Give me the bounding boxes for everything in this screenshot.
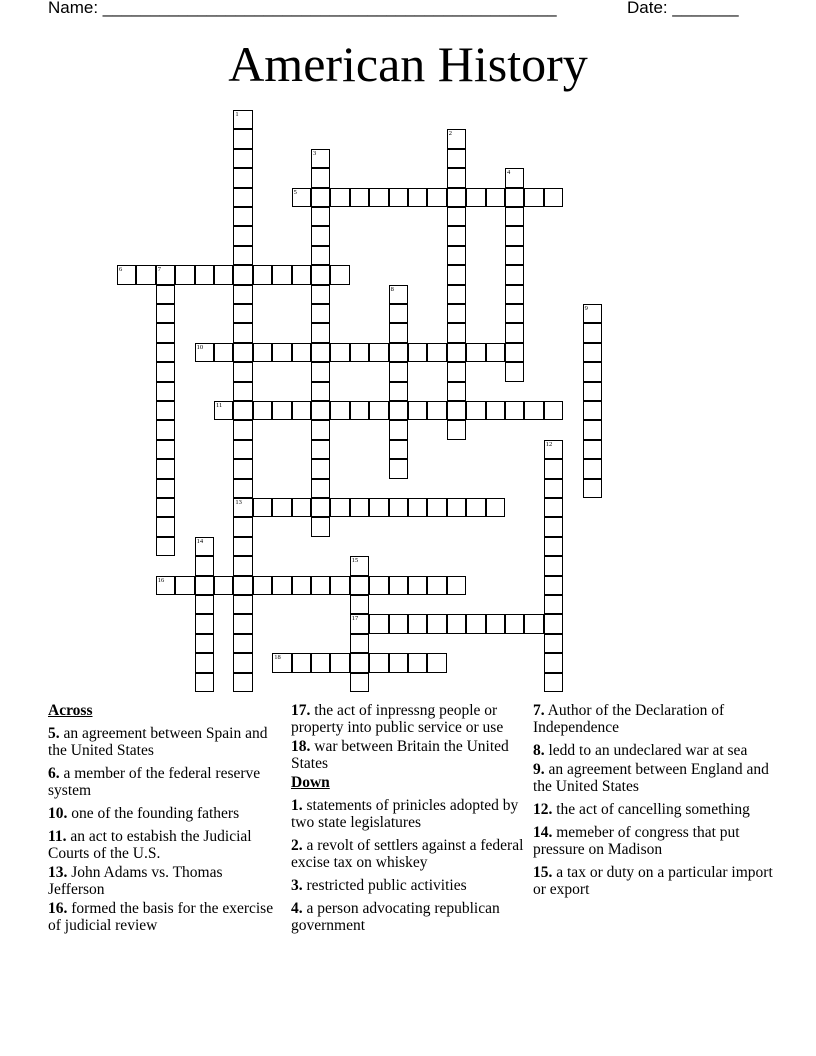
grid-cell[interactable] [369, 188, 388, 207]
grid-cell[interactable] [524, 614, 543, 633]
grid-cell[interactable] [311, 188, 330, 207]
grid-cell[interactable] [505, 614, 524, 633]
grid-cell[interactable] [156, 323, 175, 342]
grid-cell[interactable] [544, 498, 563, 517]
grid-cell[interactable] [156, 576, 175, 595]
grid-cell[interactable] [389, 440, 408, 459]
grid-cell[interactable] [214, 576, 233, 595]
grid-cell[interactable] [156, 498, 175, 517]
clue-down-2: 2. a revolt of settlers against a federal excise tax on whiskey [291, 837, 524, 871]
grid-cell[interactable] [505, 343, 524, 362]
grid-cell[interactable] [447, 285, 466, 304]
grid-cell[interactable] [311, 323, 330, 342]
grid-cell[interactable] [427, 401, 446, 420]
grid-cell[interactable] [524, 401, 543, 420]
grid-cell[interactable] [233, 207, 252, 226]
grid-cell[interactable] [505, 207, 524, 226]
grid-cell[interactable] [389, 576, 408, 595]
grid-cell[interactable] [233, 362, 252, 381]
grid-cell[interactable] [253, 576, 272, 595]
clue-number: 9 [584, 305, 588, 312]
grid-cell[interactable] [156, 382, 175, 401]
grid-cell[interactable] [233, 537, 252, 556]
grid-cell[interactable] [389, 362, 408, 381]
grid-cell[interactable] [583, 343, 602, 362]
grid-cell[interactable] [156, 459, 175, 478]
grid-cell[interactable] [233, 285, 252, 304]
grid-cell[interactable] [544, 556, 563, 575]
grid-cell[interactable] [544, 595, 563, 614]
grid-cell[interactable] [505, 362, 524, 381]
grid-cell[interactable] [292, 576, 311, 595]
grid-cell[interactable] [389, 343, 408, 362]
grid-cell[interactable] [350, 614, 369, 633]
clue-number: 14 [196, 537, 204, 545]
grid-cell[interactable] [544, 614, 563, 633]
grid-cell[interactable] [117, 265, 136, 284]
grid-cell[interactable] [583, 362, 602, 381]
grid-cell[interactable] [156, 479, 175, 498]
grid-cell[interactable] [195, 653, 214, 672]
clue-number: 3 [313, 149, 317, 157]
grid-cell[interactable] [583, 304, 602, 323]
grid-cell[interactable] [233, 614, 252, 633]
grid-cell[interactable] [272, 401, 291, 420]
clue-down-4: 4. a person advocating republican government [291, 900, 500, 934]
clue-number: 17 [351, 615, 359, 623]
grid-cell[interactable] [544, 576, 563, 595]
grid-cell[interactable] [427, 188, 446, 207]
grid-cell[interactable] [330, 401, 349, 420]
clue-down-9: 9. an agreement between England and the United States [533, 761, 769, 795]
grid-cell[interactable] [330, 188, 349, 207]
grid-cell[interactable] [427, 576, 446, 595]
clue-across-11: 11. an act to estabish the Judicial Courts of the U.S. [48, 828, 252, 862]
clue-number: 10 [196, 343, 204, 351]
clue-number: 16 [157, 576, 165, 584]
grid-cell[interactable] [369, 576, 388, 595]
grid-cell[interactable] [233, 382, 252, 401]
grid-cell[interactable] [233, 440, 252, 459]
grid-cell[interactable] [583, 459, 602, 478]
grid-cell[interactable] [175, 576, 194, 595]
grid-cell[interactable] [389, 401, 408, 420]
grid-cell[interactable] [447, 498, 466, 517]
grid-cell[interactable] [544, 634, 563, 653]
grid-cell[interactable] [156, 420, 175, 439]
grid-cell[interactable] [136, 265, 155, 284]
grid-cell[interactable] [233, 304, 252, 323]
grid-cell[interactable] [544, 401, 563, 420]
grid-cell[interactable] [292, 401, 311, 420]
grid-cell[interactable] [544, 440, 563, 459]
grid-cell[interactable] [389, 285, 408, 304]
grid-cell[interactable] [466, 401, 485, 420]
grid-cell[interactable] [311, 498, 330, 517]
grid-cell[interactable] [311, 149, 330, 168]
grid-cell[interactable] [408, 576, 427, 595]
grid-cell[interactable] [408, 614, 427, 633]
grid-cell[interactable] [505, 168, 524, 187]
grid-cell[interactable] [233, 498, 252, 517]
grid-cell[interactable] [330, 653, 349, 672]
grid-cell[interactable] [350, 634, 369, 653]
grid-cell[interactable] [486, 343, 505, 362]
grid-cell[interactable] [389, 614, 408, 633]
grid-cell[interactable] [233, 343, 252, 362]
clue-number: 11 [216, 402, 223, 409]
grid-cell[interactable] [447, 420, 466, 439]
grid-cell[interactable] [447, 362, 466, 381]
grid-cell[interactable] [311, 653, 330, 672]
date-field-label[interactable]: Date: _______ [627, 0, 739, 17]
grid-cell[interactable] [369, 498, 388, 517]
grid-cell[interactable] [214, 343, 233, 362]
clue-number: 13 [235, 499, 242, 506]
grid-cell[interactable] [233, 188, 252, 207]
grid-cell[interactable] [233, 323, 252, 342]
grid-cell[interactable] [233, 420, 252, 439]
clue-across-5: 5. an agreement between Spain and the United States [48, 725, 268, 759]
grid-cell[interactable] [195, 537, 214, 556]
grid-cell[interactable] [272, 576, 291, 595]
grid-cell[interactable] [583, 440, 602, 459]
grid-cell[interactable] [330, 343, 349, 362]
grid-cell[interactable] [311, 362, 330, 381]
grid-cell[interactable] [253, 498, 272, 517]
clue-down-15: 15. a tax or duty on a particular import or export [533, 864, 773, 898]
grid-cell[interactable] [389, 653, 408, 672]
grid-cell[interactable] [505, 304, 524, 323]
grid-cell[interactable] [447, 246, 466, 265]
grid-cell[interactable] [233, 149, 252, 168]
grid-cell[interactable] [253, 401, 272, 420]
grid-cell[interactable] [350, 576, 369, 595]
grid-cell[interactable] [466, 188, 485, 207]
grid-cell[interactable] [447, 265, 466, 284]
grid-cell[interactable] [486, 614, 505, 633]
grid-cell[interactable] [427, 343, 446, 362]
grid-cell[interactable] [311, 226, 330, 245]
grid-cell[interactable] [233, 673, 252, 692]
grid-cell[interactable] [544, 537, 563, 556]
grid-cell[interactable] [350, 556, 369, 575]
grid-cell[interactable] [544, 653, 563, 672]
grid-cell[interactable] [486, 401, 505, 420]
grid-cell[interactable] [233, 168, 252, 187]
grid-cell[interactable] [214, 401, 233, 420]
grid-cell[interactable] [505, 401, 524, 420]
grid-cell[interactable] [447, 207, 466, 226]
grid-cell[interactable] [156, 285, 175, 304]
grid-cell[interactable] [233, 110, 252, 129]
grid-cell[interactable] [233, 459, 252, 478]
grid-cell[interactable] [175, 265, 194, 284]
name-field-label[interactable]: Name: ________________________________________________ [48, 0, 557, 17]
grid-cell[interactable] [195, 634, 214, 653]
grid-cell[interactable] [408, 498, 427, 517]
grid-cell[interactable] [292, 498, 311, 517]
grid-cell[interactable] [350, 401, 369, 420]
clue-down-3: 3. restricted public activities [291, 877, 467, 894]
grid-cell[interactable] [156, 440, 175, 459]
grid-cell[interactable] [195, 614, 214, 633]
grid-cell[interactable] [583, 420, 602, 439]
grid-cell[interactable] [505, 285, 524, 304]
grid-cell[interactable] [583, 401, 602, 420]
clue-number: 2 [448, 130, 453, 138]
grid-cell[interactable] [330, 576, 349, 595]
clue-number: 4 [507, 169, 511, 177]
grid-cell[interactable] [427, 614, 446, 633]
grid-cell[interactable] [330, 265, 349, 284]
grid-cell[interactable] [311, 459, 330, 478]
grid-cell[interactable] [408, 401, 427, 420]
grid-cell[interactable] [311, 420, 330, 439]
grid-cell[interactable] [505, 226, 524, 245]
clue-number: 12 [545, 440, 553, 448]
clue-column-2 [291, 702, 527, 940]
grid-cell[interactable] [486, 498, 505, 517]
grid-cell[interactable] [544, 673, 563, 692]
grid-cell[interactable] [292, 188, 311, 207]
grid-cell[interactable] [447, 576, 466, 595]
clue-column-3 [533, 702, 773, 904]
grid-cell[interactable] [156, 343, 175, 362]
grid-cell[interactable] [447, 304, 466, 323]
grid-cell[interactable] [583, 323, 602, 342]
clue-across-6: 6. a member of the federal reserve system [48, 765, 261, 799]
clue-down-7: 7. Author of the Declaration of Independence [533, 702, 725, 736]
grid-cell[interactable] [408, 188, 427, 207]
grid-cell[interactable] [447, 614, 466, 633]
grid-cell[interactable] [195, 673, 214, 692]
grid-cell[interactable] [195, 576, 214, 595]
grid-cell[interactable] [505, 265, 524, 284]
grid-cell[interactable] [233, 226, 252, 245]
grid-cell[interactable] [447, 323, 466, 342]
grid-cell[interactable] [311, 265, 330, 284]
grid-cell[interactable] [311, 168, 330, 187]
grid-cell[interactable] [253, 343, 272, 362]
grid-cell[interactable] [466, 498, 485, 517]
grid-cell[interactable] [389, 304, 408, 323]
grid-cell[interactable] [233, 265, 252, 284]
grid-cell[interactable] [233, 634, 252, 653]
clue-number: 15 [351, 557, 359, 565]
grid-cell[interactable] [330, 498, 349, 517]
clue-across-10: 10. one of the founding fathers [48, 805, 240, 822]
grid-cell[interactable] [447, 343, 466, 362]
grid-cell[interactable] [195, 595, 214, 614]
grid-cell[interactable] [311, 517, 330, 536]
grid-cell[interactable] [427, 498, 446, 517]
clue-across-18: 18. war between Britain the United States [291, 738, 509, 772]
grid-cell[interactable] [369, 343, 388, 362]
grid-cell[interactable] [311, 246, 330, 265]
clue-across-13: 13. John Adams vs. Thomas Jefferson [48, 864, 223, 898]
grid-cell[interactable] [233, 517, 252, 536]
grid-cell[interactable] [311, 343, 330, 362]
grid-cell[interactable] [369, 401, 388, 420]
clue-column-1 [48, 702, 276, 940]
clue-down-12: 12. the act of cancelling something [533, 801, 750, 818]
grid-cell[interactable] [272, 653, 291, 672]
grid-cell[interactable] [311, 576, 330, 595]
grid-cell[interactable] [408, 653, 427, 672]
grid-cell[interactable] [156, 265, 175, 284]
grid-cell[interactable] [447, 149, 466, 168]
grid-cell[interactable] [292, 343, 311, 362]
grid-cell[interactable] [233, 246, 252, 265]
grid-cell[interactable] [427, 653, 446, 672]
grid-cell[interactable] [233, 129, 252, 148]
grid-cell[interactable] [544, 459, 563, 478]
grid-cell[interactable] [350, 673, 369, 692]
clue-number: 1 [235, 111, 239, 118]
grid-cell[interactable] [156, 304, 175, 323]
grid-cell[interactable] [447, 226, 466, 245]
grid-cell[interactable] [156, 362, 175, 381]
down-heading: Down [291, 774, 330, 791]
across-heading: Across [48, 702, 93, 719]
grid-cell[interactable] [156, 401, 175, 420]
grid-cell[interactable] [583, 479, 602, 498]
grid-cell[interactable] [272, 498, 291, 517]
grid-cell[interactable] [505, 323, 524, 342]
grid-cell[interactable] [389, 323, 408, 342]
page-title: American History [228, 36, 588, 92]
grid-cell[interactable] [524, 188, 543, 207]
grid-cell[interactable] [233, 401, 252, 420]
grid-cell[interactable] [253, 265, 272, 284]
grid-cell[interactable] [544, 188, 563, 207]
grid-cell[interactable] [447, 188, 466, 207]
grid-cell[interactable] [447, 129, 466, 148]
clue-down-14: 14. memeber of congress that put pressure on Madison [533, 824, 740, 858]
grid-cell[interactable] [505, 188, 524, 207]
grid-cell[interactable] [292, 653, 311, 672]
grid-cell[interactable] [233, 576, 252, 595]
grid-cell[interactable] [389, 420, 408, 439]
grid-cell[interactable] [233, 479, 252, 498]
clue-number: 5 [293, 188, 297, 196]
grid-cell[interactable] [389, 498, 408, 517]
grid-cell[interactable] [272, 265, 291, 284]
grid-cell[interactable] [350, 343, 369, 362]
grid-cell[interactable] [195, 265, 214, 284]
grid-cell[interactable] [486, 188, 505, 207]
grid-cell[interactable] [311, 440, 330, 459]
grid-cell[interactable] [389, 459, 408, 478]
grid-cell[interactable] [350, 188, 369, 207]
grid-cell[interactable] [272, 343, 291, 362]
grid-cell[interactable] [369, 653, 388, 672]
grid-cell[interactable] [544, 517, 563, 536]
grid-cell[interactable] [447, 382, 466, 401]
grid-cell[interactable] [156, 517, 175, 536]
grid-cell[interactable] [311, 285, 330, 304]
grid-cell[interactable] [350, 653, 369, 672]
grid-cell[interactable] [466, 343, 485, 362]
grid-cell[interactable] [233, 653, 252, 672]
grid-cell[interactable] [505, 246, 524, 265]
grid-cell[interactable] [233, 556, 252, 575]
grid-cell[interactable] [350, 595, 369, 614]
grid-cell[interactable] [583, 382, 602, 401]
clue-number: 7 [157, 266, 162, 274]
grid-cell[interactable] [195, 556, 214, 575]
clue-down-8: 8. ledd to an undeclared war at sea [533, 742, 748, 759]
clue-number: 8 [390, 285, 394, 293]
grid-cell[interactable] [369, 614, 388, 633]
grid-cell[interactable] [214, 265, 233, 284]
grid-cell[interactable] [156, 537, 175, 556]
grid-cell[interactable] [311, 401, 330, 420]
grid-cell[interactable] [544, 479, 563, 498]
grid-cell[interactable] [447, 401, 466, 420]
grid-cell[interactable] [389, 188, 408, 207]
grid-cell[interactable] [447, 168, 466, 187]
grid-cell[interactable] [195, 343, 214, 362]
grid-cell[interactable] [311, 382, 330, 401]
clue-across-17: 17. the act of inpressng people or property into public service or use [291, 702, 504, 736]
grid-cell[interactable] [408, 343, 427, 362]
clue-across-16: 16. formed the basis for the exercise of judicial review [48, 900, 274, 934]
grid-cell[interactable] [311, 479, 330, 498]
grid-cell[interactable] [233, 595, 252, 614]
grid-cell[interactable] [311, 207, 330, 226]
clue-down-1: 1. statements of prinicles adopted by two state legislatures [291, 797, 519, 831]
clue-number: 18 [274, 654, 281, 662]
grid-cell[interactable] [350, 498, 369, 517]
grid-cell[interactable] [389, 382, 408, 401]
grid-cell[interactable] [466, 614, 485, 633]
clue-number: 6 [119, 266, 123, 274]
grid-cell[interactable] [292, 265, 311, 284]
grid-cell[interactable] [311, 304, 330, 323]
